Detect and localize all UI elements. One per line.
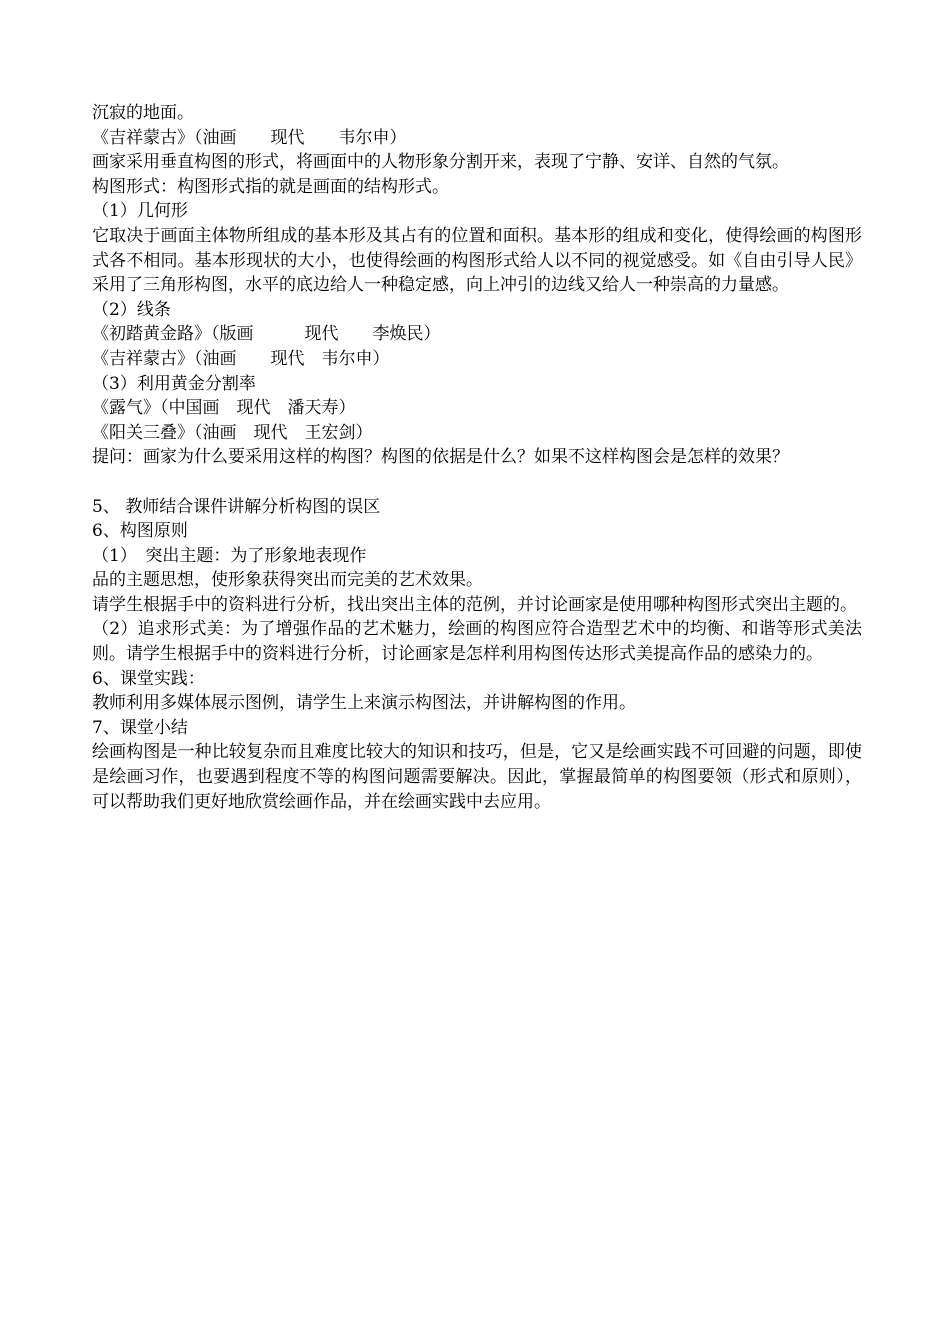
artwork-jixiang-menggu-2: 《吉祥蒙古》（油画 现代 韦尔申） xyxy=(92,348,390,369)
geometric-paragraph: 它取决于画面主体物所组成的基本形及其占有的位置和面积。基本形的组成和变化，使得绘画的构图形式各不相同。基本形现状的大小，也使得绘画的构图形式给人以不同的视觉感受。如《自由引导人民》采用了三角形构图，水平的底边给人一种稳定感，向上冲引的边线又给人一种崇高的力量感。 xyxy=(92,225,862,296)
artwork-luqi: 《露气》（中国画 现代 潘天寿） xyxy=(92,398,356,419)
question-line: 提问：画家为什么要采用这样的构图？构图的依据是什么？如果不这样构图会是怎样的效果？ xyxy=(92,447,789,468)
principle-1-continued: 品的主题思想，使形象获得突出而完美的艺术效果。 xyxy=(92,570,483,591)
heading-golden-ratio: （3）利用黄金分割率 xyxy=(92,373,256,394)
principle-1-activity: 请学生根据手中的资料进行分析，找出突出主体的范例，并讨论画家是使用哪种构图形式突出主题的。 xyxy=(92,594,857,615)
section-5-heading: 5、 教师结合课件讲解分析构图的误区 xyxy=(92,496,381,517)
section-7-heading: 7、课堂小结 xyxy=(92,717,188,738)
artwork-jixiang-menggu: 《吉祥蒙古》（油画 现代 韦尔申） xyxy=(92,127,407,148)
summary-paragraph: 绘画构图是一种比较复杂而且难度比较大的知识和技巧，但是，它又是绘画实践不可回避的问题，即使是绘画习作，也要遇到程度不等的构图问题需要解决。因此，掌握最简单的构图要领（形式和原则），可以帮助我们更好地欣赏绘画作品，并在绘画实践中去应用。 xyxy=(92,742,862,812)
principle-1-heading: （1） 突出主题：为了形象地表现作 xyxy=(92,545,367,566)
text-line-quiet-ground: 沉寂的地面。 xyxy=(92,103,194,123)
principle-2-paragraph: （2）追求形式美：为了增强作品的艺术魅力，绘画的构图应符合造型艺术中的均衡、和谐等形式美法则。请学生根据手中的资料进行分析，讨论画家是怎样利用构图传达形式美提高作品的感染力的。 xyxy=(92,619,862,665)
blank-line xyxy=(92,470,862,495)
composition-form-definition: 构图形式：构图形式指的就是画面的结构形式。 xyxy=(92,176,449,197)
practice-description: 教师利用多媒体展示图例，请学生上来演示构图法，并讲解构图的作用。 xyxy=(92,693,636,714)
artwork-yangguan-sandie: 《阳关三叠》（油画 现代 王宏剑） xyxy=(92,422,373,443)
artwork-chuta-huangjinlu: 《初踏黄金路》（版画 现代 李焕民） xyxy=(92,324,441,345)
section-6-heading: 6、构图原则 xyxy=(92,521,188,542)
section-practice-heading: 6、课堂实践： xyxy=(92,668,205,689)
document-body xyxy=(92,101,862,814)
vertical-composition-note: 画家采用垂直构图的形式，将画面中的人物形象分割开来，表现了宁静、安详、自然的气氛。 xyxy=(92,152,789,173)
heading-lines: （2）线条 xyxy=(92,299,171,320)
heading-geometric: （1）几何形 xyxy=(92,201,188,222)
